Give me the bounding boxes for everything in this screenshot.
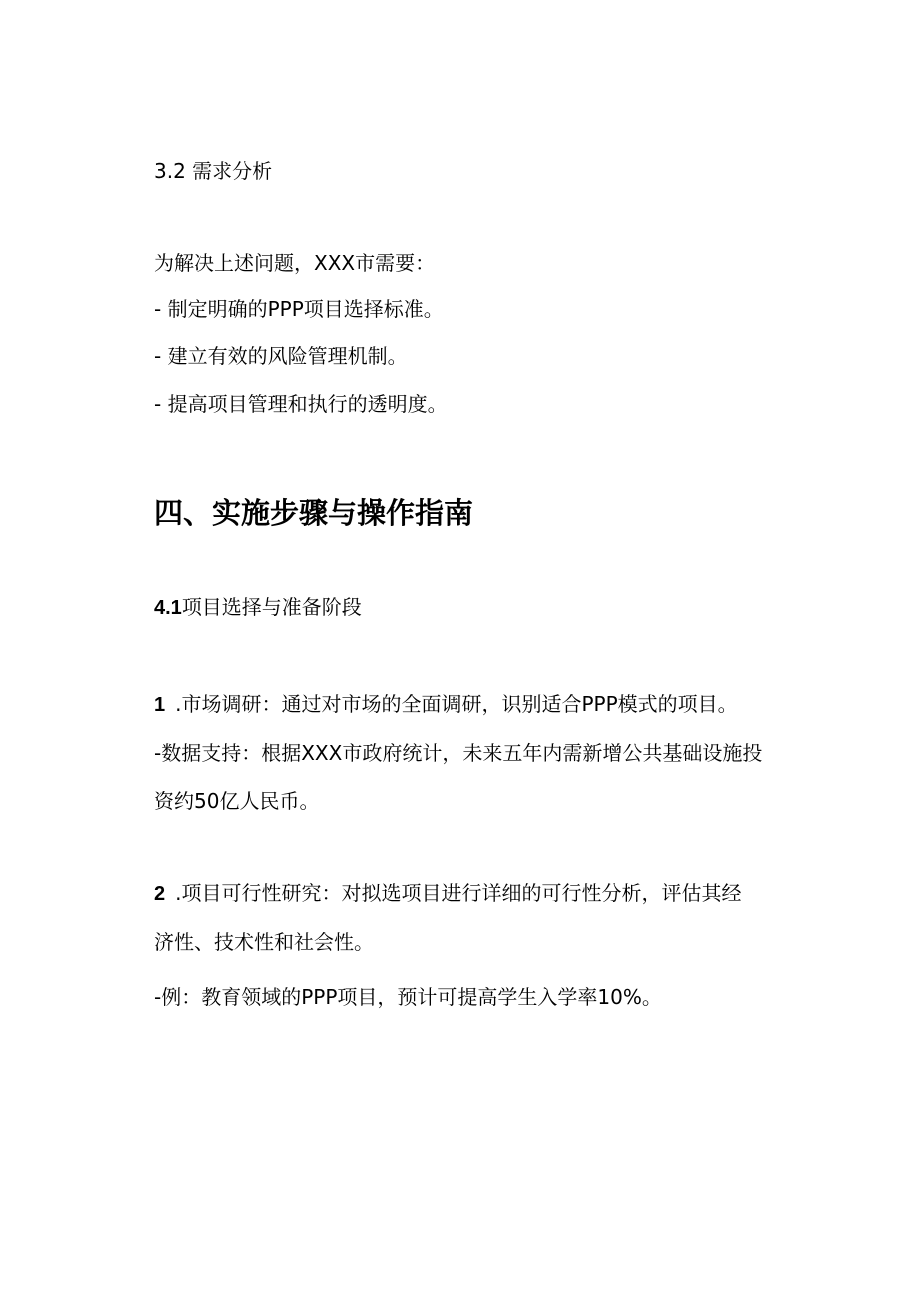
step-1-detail-line-2: 资约50亿人民币。 — [154, 789, 320, 813]
step-1-text: .市场调研：通过对市场的全面调研，识别适合PPP模式的项目。 — [175, 692, 738, 716]
step-1-number: 1 — [154, 694, 166, 716]
step-1-detail-line-1: -数据支持：根据XXX市政府统计，未来五年内需新增公共基础设施投 — [154, 741, 763, 765]
section-3-2-heading: 3.2 需求分析 — [154, 159, 273, 183]
list-item: - 制定明确的PPP项目选择标准。 — [154, 297, 444, 321]
section-3-2-intro: 为解决上述问题，XXX市需要： — [154, 251, 436, 275]
step-2-example: -例：教育领域的PPP项目，预计可提高学生入学率10%。 — [154, 985, 662, 1009]
step-2-line — [154, 879, 741, 908]
step-2-text-line-2: 济性、技术性和社会性。 — [154, 930, 374, 954]
section-4-1-number: 4.1 — [154, 597, 182, 619]
chapter-4-title: 四、实施步骤与操作指南 — [154, 496, 474, 530]
list-item: - 提高项目管理和执行的透明度。 — [154, 392, 448, 416]
list-item: - 建立有效的风险管理机制。 — [154, 344, 408, 368]
section-4-1-heading — [154, 593, 362, 622]
section-4-1-title: 项目选择与准备阶段 — [181, 595, 362, 619]
step-2-number: 2 — [154, 883, 166, 905]
step-1-line — [154, 690, 738, 719]
step-2-text-line-1: .项目可行性研究：对拟选项目进行详细的可行性分析，评估其经 — [175, 881, 742, 905]
